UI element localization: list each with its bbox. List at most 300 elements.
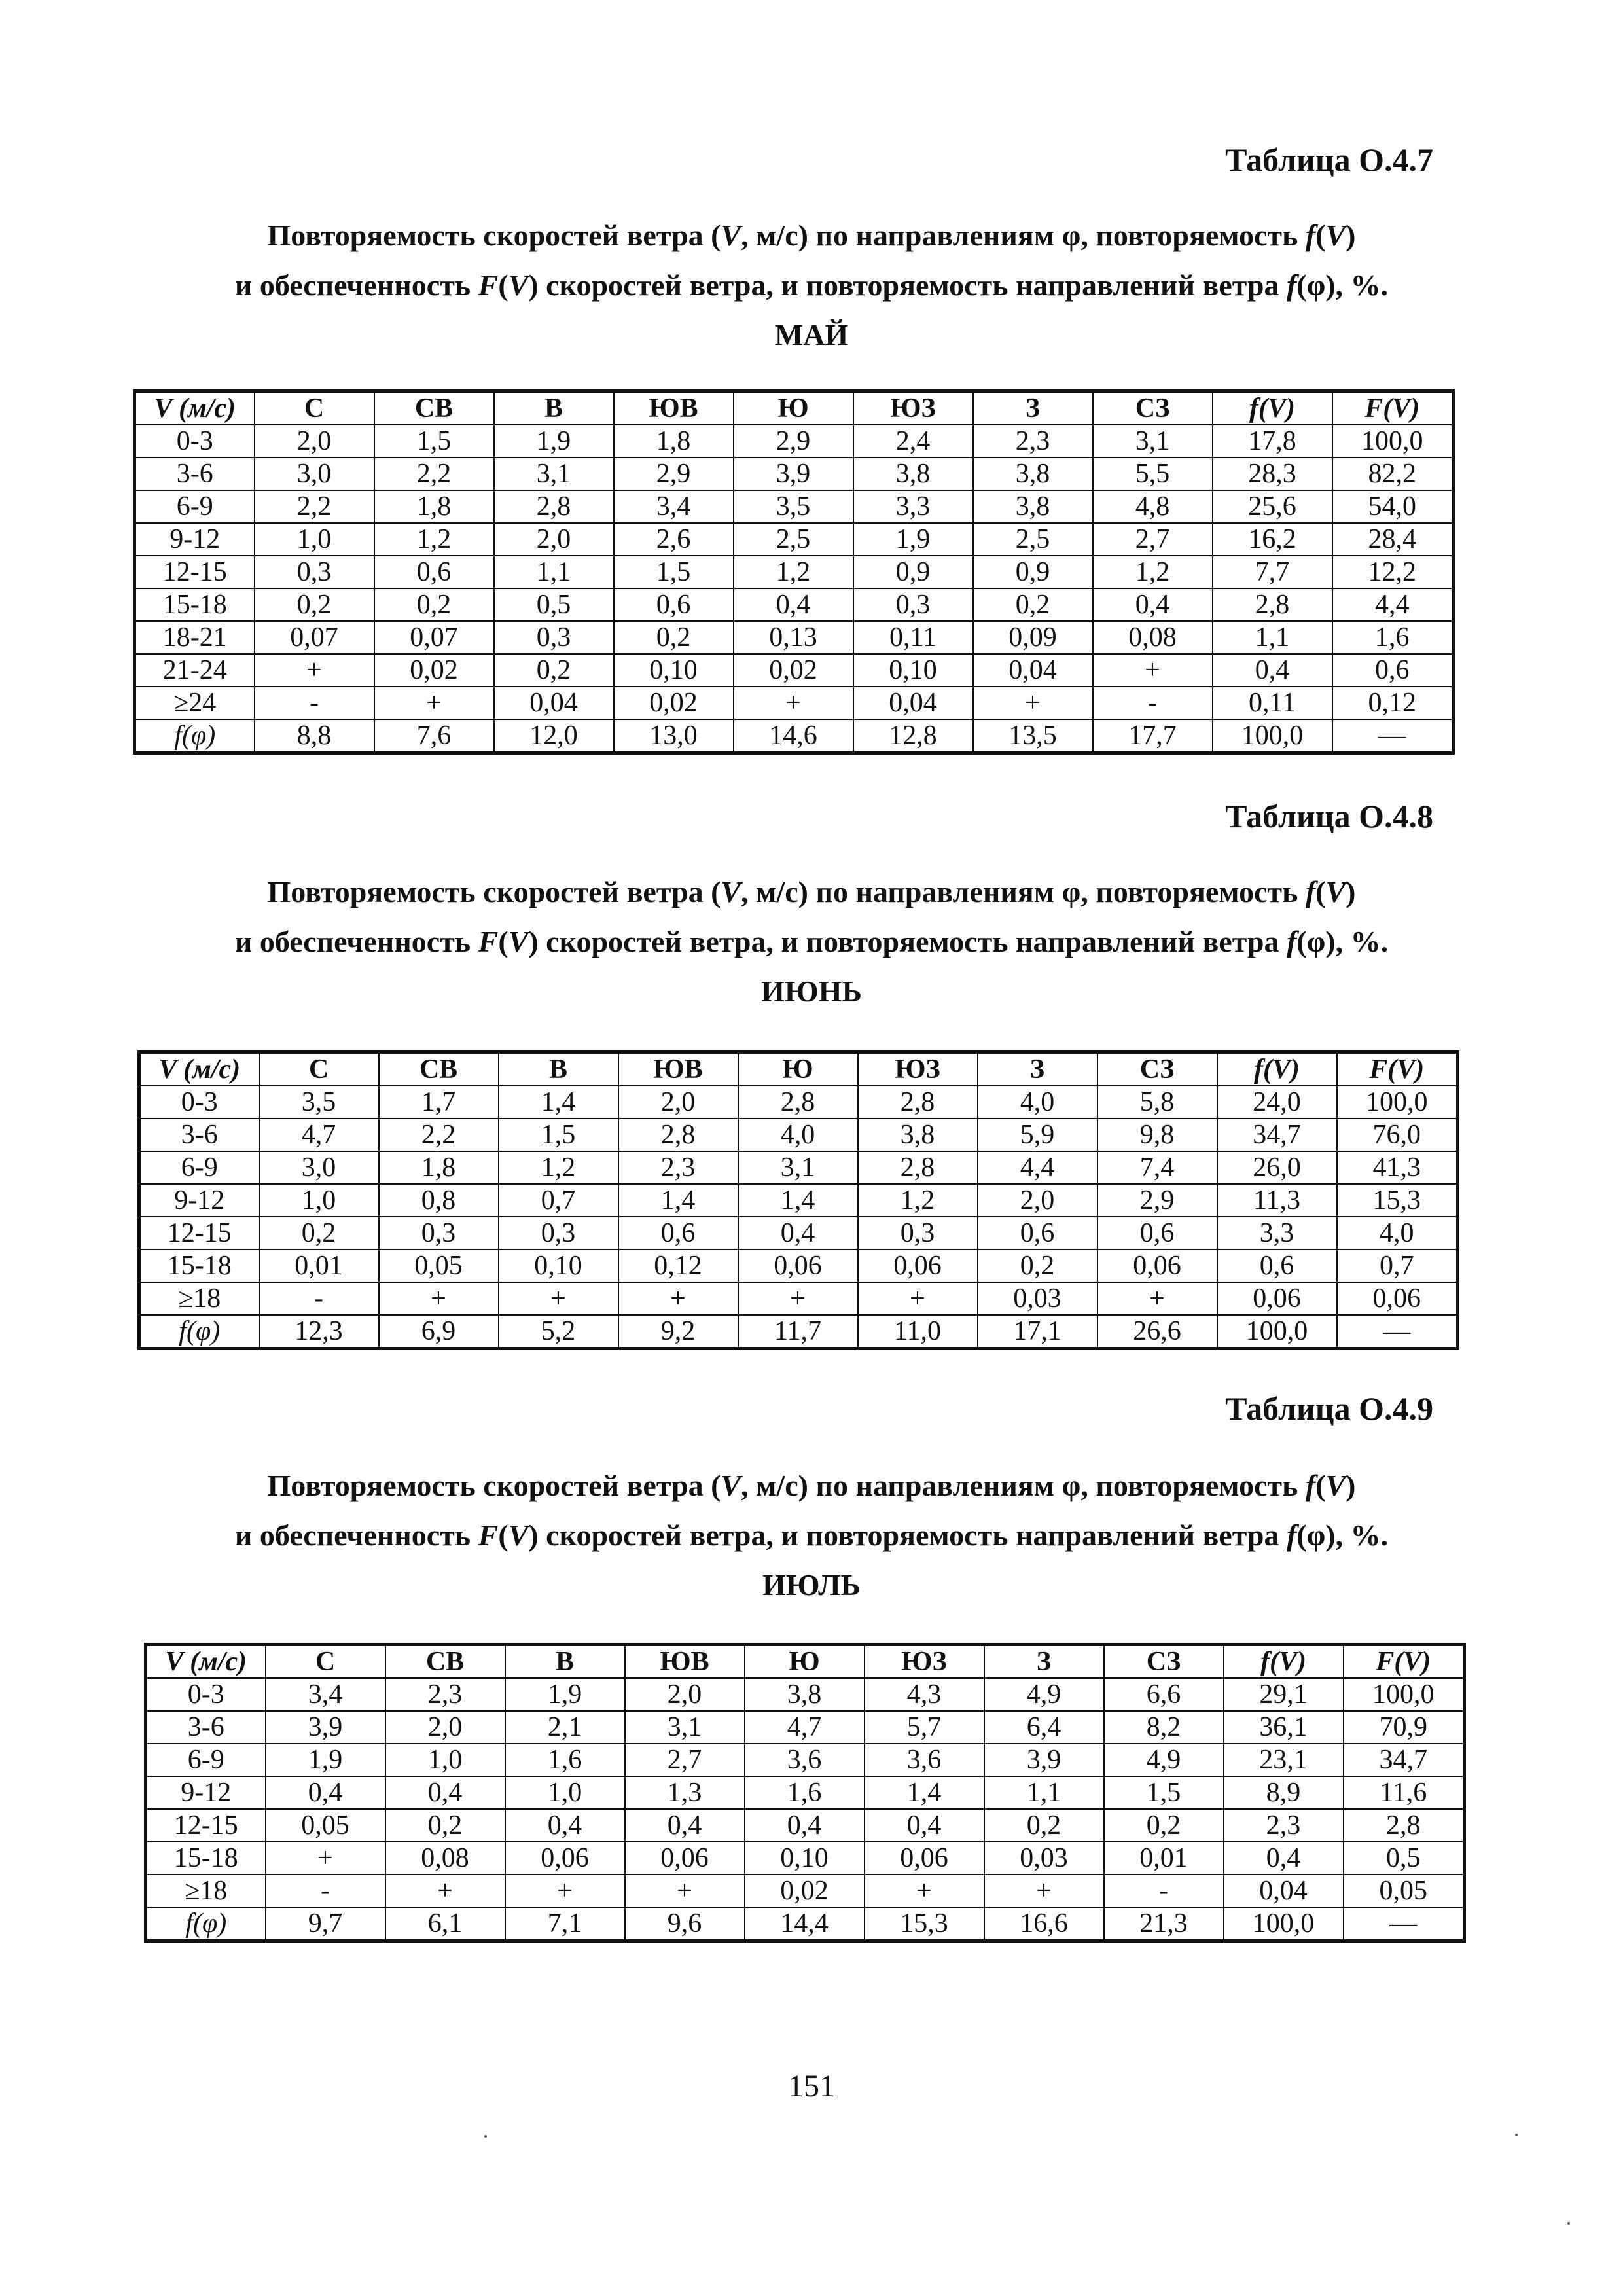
column-header: СВ bbox=[385, 1645, 505, 1679]
column-header: В bbox=[505, 1645, 625, 1679]
table-cell: 1,9 bbox=[853, 523, 973, 556]
table-caption bbox=[0, 867, 1623, 1016]
table-cell: 0,6 bbox=[978, 1217, 1097, 1249]
wind-table-may bbox=[133, 389, 1455, 755]
column-header: Ю bbox=[738, 1052, 858, 1086]
total-row bbox=[139, 1315, 1458, 1349]
table-cell: + bbox=[505, 1874, 625, 1907]
column-header: ЮВ bbox=[614, 391, 734, 425]
table-row bbox=[135, 523, 1454, 556]
table-cell: 1,0 bbox=[505, 1776, 625, 1809]
column-header: Ю bbox=[745, 1645, 865, 1679]
column-header: С bbox=[255, 391, 374, 425]
caption-line-2: и обеспеченность F(V) скоростей ветра, и повторяемость направлений ветра f(φ), %. bbox=[234, 1518, 1389, 1552]
table-row bbox=[139, 1151, 1458, 1184]
table-cell: 2,0 bbox=[494, 523, 614, 556]
table-cell: + bbox=[625, 1874, 745, 1907]
table-cell: 100,0 bbox=[1337, 1086, 1458, 1119]
table-cell: 0,06 bbox=[738, 1249, 858, 1282]
table-cell: + bbox=[984, 1874, 1104, 1907]
table-cell: 1,6 bbox=[505, 1744, 625, 1776]
table-cell: 2,3 bbox=[1224, 1809, 1344, 1842]
month-title: ИЮНЬ bbox=[761, 975, 862, 1008]
column-header: В bbox=[499, 1052, 618, 1086]
table-cell: 0,08 bbox=[385, 1842, 505, 1874]
table-cell: 0,4 bbox=[625, 1809, 745, 1842]
table-cell: 54,0 bbox=[1332, 490, 1454, 523]
table-row bbox=[135, 457, 1454, 490]
row-label: ≥18 bbox=[146, 1874, 266, 1907]
column-header: СЗ bbox=[1097, 1052, 1217, 1086]
table-row bbox=[139, 1184, 1458, 1217]
table-cell: 0,11 bbox=[1213, 687, 1332, 719]
column-header: З bbox=[984, 1645, 1104, 1679]
table-caption bbox=[0, 211, 1623, 360]
table-cell: 0,2 bbox=[494, 654, 614, 687]
table-cell: 4,4 bbox=[1332, 588, 1454, 621]
table-cell: 2,9 bbox=[734, 425, 853, 457]
table-cell: 3,0 bbox=[255, 457, 374, 490]
table-cell: 2,7 bbox=[1093, 523, 1213, 556]
table-cell: 0,07 bbox=[374, 621, 494, 654]
table-cell: 2,1 bbox=[505, 1711, 625, 1744]
table-cell: 100,0 bbox=[1224, 1907, 1344, 1941]
table-cell: 0,6 bbox=[374, 556, 494, 588]
table-cell: 1,6 bbox=[1332, 621, 1454, 654]
table-cell: + bbox=[1097, 1282, 1217, 1315]
table-cell: 2,0 bbox=[978, 1184, 1097, 1217]
table-cell: 0,05 bbox=[1344, 1874, 1465, 1907]
column-header: F(V) bbox=[1332, 391, 1454, 425]
table-cell: 0,3 bbox=[853, 588, 973, 621]
table-cell: 15,3 bbox=[865, 1907, 984, 1941]
table-number: Таблица О.4.8 bbox=[1225, 798, 1433, 834]
table-cell: 11,3 bbox=[1217, 1184, 1337, 1217]
table-cell: + bbox=[734, 687, 853, 719]
table-cell: 3,6 bbox=[745, 1744, 865, 1776]
row-label: 3-6 bbox=[135, 457, 255, 490]
caption-line-1: Повторяемость скоростей ветра (V, м/с) по направлениям φ, повторяемость f(V) bbox=[267, 219, 1356, 252]
table-cell: 2,0 bbox=[255, 425, 374, 457]
table-cell: + bbox=[618, 1282, 738, 1315]
table-cell: 2,2 bbox=[379, 1119, 499, 1151]
column-header: ЮЗ bbox=[853, 391, 973, 425]
table-cell: 24,0 bbox=[1217, 1086, 1337, 1119]
row-label: ≥18 bbox=[139, 1282, 259, 1315]
table-cell: 11,6 bbox=[1344, 1776, 1465, 1809]
table-cell: 0,04 bbox=[1224, 1874, 1344, 1907]
table-cell: 100,0 bbox=[1332, 425, 1454, 457]
caption-line-2: и обеспеченность F(V) скоростей ветра, и повторяемость направлений ветра f(φ), %. bbox=[234, 925, 1389, 958]
column-header: F(V) bbox=[1337, 1052, 1458, 1086]
column-header: f(V) bbox=[1213, 391, 1332, 425]
table-row bbox=[139, 1217, 1458, 1249]
row-label: 3-6 bbox=[139, 1119, 259, 1151]
table-cell: 4,7 bbox=[745, 1711, 865, 1744]
table-cell: 0,4 bbox=[865, 1809, 984, 1842]
table-cell: 3,0 bbox=[259, 1151, 379, 1184]
table-cell: 6,9 bbox=[379, 1315, 499, 1349]
caption-line-2: и обеспеченность F(V) скоростей ветра, и повторяемость направлений ветра f(φ), %. bbox=[234, 268, 1389, 302]
table-cell: 82,2 bbox=[1332, 457, 1454, 490]
column-header: СВ bbox=[374, 391, 494, 425]
table-cell: 25,6 bbox=[1213, 490, 1332, 523]
table-cell: 3,1 bbox=[738, 1151, 858, 1184]
table-cell: - bbox=[1093, 687, 1213, 719]
table-row bbox=[146, 1776, 1465, 1809]
table-cell: 3,8 bbox=[853, 457, 973, 490]
table-cell: 0,3 bbox=[379, 1217, 499, 1249]
table-cell: 0,04 bbox=[973, 654, 1093, 687]
table-cell: 0,4 bbox=[266, 1776, 385, 1809]
row-label: 0-3 bbox=[146, 1678, 266, 1711]
table-cell: 0,2 bbox=[978, 1249, 1097, 1282]
table-row bbox=[139, 1249, 1458, 1282]
table-cell: 2,9 bbox=[614, 457, 734, 490]
table-cell: — bbox=[1332, 719, 1454, 753]
table-cell: 2,3 bbox=[973, 425, 1093, 457]
table-cell: 0,03 bbox=[984, 1842, 1104, 1874]
table-cell: + bbox=[374, 687, 494, 719]
table-cell: 26,6 bbox=[1097, 1315, 1217, 1349]
table-cell: 0,6 bbox=[1332, 654, 1454, 687]
table-cell: 5,7 bbox=[865, 1711, 984, 1744]
table-cell: 1,2 bbox=[1093, 556, 1213, 588]
table-cell: 1,5 bbox=[374, 425, 494, 457]
table-cell: 5,2 bbox=[499, 1315, 618, 1349]
row-label: 6-9 bbox=[146, 1744, 266, 1776]
column-header: З bbox=[978, 1052, 1097, 1086]
table-cell: 0,6 bbox=[1217, 1249, 1337, 1282]
table-cell: + bbox=[973, 687, 1093, 719]
row-label: 6-9 bbox=[135, 490, 255, 523]
table-row bbox=[146, 1678, 1465, 1711]
table-cell: 2,9 bbox=[1097, 1184, 1217, 1217]
table-cell: 100,0 bbox=[1344, 1678, 1465, 1711]
table-cell: 17,8 bbox=[1213, 425, 1332, 457]
table-cell: + bbox=[266, 1842, 385, 1874]
row-label: 15-18 bbox=[139, 1249, 259, 1282]
total-row bbox=[146, 1907, 1465, 1941]
table-cell: 3,1 bbox=[494, 457, 614, 490]
table-cell: 0,06 bbox=[505, 1842, 625, 1874]
row-label: 0-3 bbox=[139, 1086, 259, 1119]
row-label: 12-15 bbox=[139, 1217, 259, 1249]
column-header: f(V) bbox=[1224, 1645, 1344, 1679]
table-cell: 8,9 bbox=[1224, 1776, 1344, 1809]
table-cell: 4,9 bbox=[984, 1678, 1104, 1711]
table-cell: 9,2 bbox=[618, 1315, 738, 1349]
row-label: 12-15 bbox=[135, 556, 255, 588]
table-cell: 0,05 bbox=[379, 1249, 499, 1282]
column-header: V (м/с) bbox=[146, 1645, 266, 1679]
table-row bbox=[146, 1874, 1465, 1907]
table-cell: 13,0 bbox=[614, 719, 734, 753]
table-cell: 15,3 bbox=[1337, 1184, 1458, 1217]
table-row bbox=[146, 1842, 1465, 1874]
table-cell: 1,5 bbox=[499, 1119, 618, 1151]
table-cell: 0,02 bbox=[374, 654, 494, 687]
table-cell: 0,3 bbox=[494, 621, 614, 654]
table-cell: 4,9 bbox=[1104, 1744, 1224, 1776]
table-cell: 0,08 bbox=[1093, 621, 1213, 654]
row-label: 0-3 bbox=[135, 425, 255, 457]
table-cell: 0,6 bbox=[1097, 1217, 1217, 1249]
table-cell: + bbox=[499, 1282, 618, 1315]
table-cell: 0,13 bbox=[734, 621, 853, 654]
table-cell: 4,0 bbox=[738, 1119, 858, 1151]
table-cell: 0,05 bbox=[266, 1809, 385, 1842]
table-cell: 9,6 bbox=[625, 1907, 745, 1941]
table-cell: 8,8 bbox=[255, 719, 374, 753]
table-cell: 4,8 bbox=[1093, 490, 1213, 523]
table-cell: 76,0 bbox=[1337, 1119, 1458, 1151]
table-cell: 21,3 bbox=[1104, 1907, 1224, 1941]
table-cell: 70,9 bbox=[1344, 1711, 1465, 1744]
table-cell: 0,11 bbox=[853, 621, 973, 654]
table-cell: 0,6 bbox=[614, 588, 734, 621]
table-row bbox=[146, 1744, 1465, 1776]
table-cell: 3,9 bbox=[734, 457, 853, 490]
table-cell: 1,1 bbox=[494, 556, 614, 588]
table-number: Таблица О.4.7 bbox=[1225, 141, 1433, 178]
table-cell: - bbox=[259, 1282, 379, 1315]
table-cell: 4,0 bbox=[1337, 1217, 1458, 1249]
table-cell: 1,0 bbox=[255, 523, 374, 556]
table-cell: 1,1 bbox=[984, 1776, 1104, 1809]
table-cell: 0,03 bbox=[978, 1282, 1097, 1315]
table-number: Таблица О.4.9 bbox=[1225, 1390, 1433, 1427]
table-cell: 2,0 bbox=[625, 1678, 745, 1711]
table-cell: 0,4 bbox=[738, 1217, 858, 1249]
table-cell: 2,5 bbox=[734, 523, 853, 556]
table-cell: 3,8 bbox=[973, 457, 1093, 490]
table-cell: 1,7 bbox=[379, 1086, 499, 1119]
column-header: f(V) bbox=[1217, 1052, 1337, 1086]
table-cell: 7,7 bbox=[1213, 556, 1332, 588]
month-title: МАЙ bbox=[774, 318, 849, 351]
column-header: С bbox=[266, 1645, 385, 1679]
table-cell: 2,6 bbox=[614, 523, 734, 556]
table-cell: 0,4 bbox=[1093, 588, 1213, 621]
table-cell: 29,1 bbox=[1224, 1678, 1344, 1711]
table-cell: 2,8 bbox=[738, 1086, 858, 1119]
table-cell: 0,9 bbox=[853, 556, 973, 588]
table-cell: 12,8 bbox=[853, 719, 973, 753]
table-row bbox=[135, 556, 1454, 588]
table-cell: 0,06 bbox=[1337, 1282, 1458, 1315]
table-cell: 26,0 bbox=[1217, 1151, 1337, 1184]
table-cell: 13,5 bbox=[973, 719, 1093, 753]
table-cell: 4,7 bbox=[259, 1119, 379, 1151]
table-cell: + bbox=[865, 1874, 984, 1907]
table-cell: 1,9 bbox=[505, 1678, 625, 1711]
table-cell: 0,5 bbox=[494, 588, 614, 621]
table-cell: 1,5 bbox=[614, 556, 734, 588]
table-cell: 0,06 bbox=[1097, 1249, 1217, 1282]
table-cell: 4,3 bbox=[865, 1678, 984, 1711]
row-label: 9-12 bbox=[135, 523, 255, 556]
row-label: 3-6 bbox=[146, 1711, 266, 1744]
table-cell: — bbox=[1344, 1907, 1465, 1941]
table-cell: 0,7 bbox=[1337, 1249, 1458, 1282]
table-row bbox=[135, 425, 1454, 457]
table-cell: 2,0 bbox=[385, 1711, 505, 1744]
table-cell: 1,0 bbox=[259, 1184, 379, 1217]
column-header: ЮВ bbox=[625, 1645, 745, 1679]
column-header: ЮЗ bbox=[865, 1645, 984, 1679]
table-cell: - bbox=[255, 687, 374, 719]
table-cell: 4,4 bbox=[978, 1151, 1097, 1184]
table-cell: 3,8 bbox=[973, 490, 1093, 523]
table-cell: 2,8 bbox=[858, 1086, 978, 1119]
table-cell: 1,6 bbox=[745, 1776, 865, 1809]
table-cell: 0,3 bbox=[255, 556, 374, 588]
table-cell: + bbox=[379, 1282, 499, 1315]
table-cell: 0,12 bbox=[618, 1249, 738, 1282]
table-cell: 1,9 bbox=[494, 425, 614, 457]
table-cell: 0,5 bbox=[1344, 1842, 1465, 1874]
table-cell: 0,02 bbox=[745, 1874, 865, 1907]
table-cell: 1,8 bbox=[379, 1151, 499, 1184]
table-cell: 1,4 bbox=[738, 1184, 858, 1217]
table-cell: 3,3 bbox=[853, 490, 973, 523]
table-cell: — bbox=[1337, 1315, 1458, 1349]
table-cell: 0,09 bbox=[973, 621, 1093, 654]
table-cell: 1,0 bbox=[385, 1744, 505, 1776]
table-cell: 0,9 bbox=[973, 556, 1093, 588]
table-cell: 2,3 bbox=[385, 1678, 505, 1711]
table-cell: 2,5 bbox=[973, 523, 1093, 556]
row-label: 15-18 bbox=[146, 1842, 266, 1874]
table-cell: 0,10 bbox=[853, 654, 973, 687]
table-cell: 0,4 bbox=[745, 1809, 865, 1842]
table-cell: 0,2 bbox=[374, 588, 494, 621]
page-number: 151 bbox=[788, 2069, 835, 2104]
table-cell: 2,8 bbox=[1213, 588, 1332, 621]
table-cell: 0,10 bbox=[614, 654, 734, 687]
table-cell: 3,5 bbox=[259, 1086, 379, 1119]
table-cell: 3,1 bbox=[625, 1711, 745, 1744]
table-cell: 2,4 bbox=[853, 425, 973, 457]
row-label: 12-15 bbox=[146, 1809, 266, 1842]
table-cell: 0,12 bbox=[1332, 687, 1454, 719]
table-cell: 1,2 bbox=[858, 1184, 978, 1217]
table-cell: 2,8 bbox=[858, 1151, 978, 1184]
month-title: ИЮЛЬ bbox=[762, 1568, 861, 1602]
table-cell: 36,1 bbox=[1224, 1711, 1344, 1744]
table-cell: 3,6 bbox=[865, 1744, 984, 1776]
table-cell: 0,7 bbox=[499, 1184, 618, 1217]
table-cell: 3,9 bbox=[984, 1744, 1104, 1776]
table-cell: 14,4 bbox=[745, 1907, 865, 1941]
column-header: V (м/с) bbox=[135, 391, 255, 425]
table-cell: 1,2 bbox=[499, 1151, 618, 1184]
table-cell: 34,7 bbox=[1344, 1744, 1465, 1776]
table-cell: 6,1 bbox=[385, 1907, 505, 1941]
table-cell: 2,3 bbox=[618, 1151, 738, 1184]
table-cell: 100,0 bbox=[1217, 1315, 1337, 1349]
wind-table-july bbox=[144, 1643, 1466, 1943]
caption-line-1: Повторяемость скоростей ветра (V, м/с) по направлениям φ, повторяемость f(V) bbox=[267, 875, 1356, 908]
table-cell: 2,0 bbox=[618, 1086, 738, 1119]
table-cell: 0,4 bbox=[734, 588, 853, 621]
column-header: СВ bbox=[379, 1052, 499, 1086]
table-cell: 12,2 bbox=[1332, 556, 1454, 588]
table-cell: 0,07 bbox=[255, 621, 374, 654]
table-cell: 0,2 bbox=[984, 1809, 1104, 1842]
table-row bbox=[146, 1711, 1465, 1744]
table-cell: 0,04 bbox=[494, 687, 614, 719]
table-row bbox=[135, 588, 1454, 621]
table-cell: 1,9 bbox=[266, 1744, 385, 1776]
table-cell: 3,8 bbox=[858, 1119, 978, 1151]
table-cell: 17,7 bbox=[1093, 719, 1213, 753]
table-cell: 0,8 bbox=[379, 1184, 499, 1217]
table-cell: - bbox=[266, 1874, 385, 1907]
table-cell: 11,0 bbox=[858, 1315, 978, 1349]
row-label: 18-21 bbox=[135, 621, 255, 654]
table-row bbox=[135, 687, 1454, 719]
table-cell: 0,2 bbox=[614, 621, 734, 654]
table-cell: 12,0 bbox=[494, 719, 614, 753]
table-header-row bbox=[139, 1052, 1458, 1086]
table-cell: 0,01 bbox=[259, 1249, 379, 1282]
table-cell: 0,2 bbox=[385, 1809, 505, 1842]
table-cell: 41,3 bbox=[1337, 1151, 1458, 1184]
table-cell: 0,2 bbox=[973, 588, 1093, 621]
table-cell: 0,10 bbox=[745, 1842, 865, 1874]
table-cell: 28,3 bbox=[1213, 457, 1332, 490]
table-cell: 8,2 bbox=[1104, 1711, 1224, 1744]
table-cell: 0,4 bbox=[1224, 1842, 1344, 1874]
row-label: 9-12 bbox=[139, 1184, 259, 1217]
row-label: 6-9 bbox=[139, 1151, 259, 1184]
table-cell: 0,06 bbox=[865, 1842, 984, 1874]
total-row bbox=[135, 719, 1454, 753]
column-header: С bbox=[259, 1052, 379, 1086]
table-cell: 11,7 bbox=[738, 1315, 858, 1349]
table-cell: 9,8 bbox=[1097, 1119, 1217, 1151]
table-cell: + bbox=[385, 1874, 505, 1907]
table-cell: 14,6 bbox=[734, 719, 853, 753]
table-cell: 0,6 bbox=[618, 1217, 738, 1249]
table-header-row bbox=[146, 1645, 1465, 1679]
table-cell: 1,4 bbox=[499, 1086, 618, 1119]
table-cell: 7,1 bbox=[505, 1907, 625, 1941]
table-cell: 23,1 bbox=[1224, 1744, 1344, 1776]
table-cell: 0,4 bbox=[505, 1809, 625, 1842]
table-cell: 2,2 bbox=[374, 457, 494, 490]
table-cell: 2,7 bbox=[625, 1744, 745, 1776]
table-row bbox=[135, 490, 1454, 523]
table-cell: 1,1 bbox=[1213, 621, 1332, 654]
column-header: F(V) bbox=[1344, 1645, 1465, 1679]
table-cell: 1,8 bbox=[614, 425, 734, 457]
table-cell: 0,4 bbox=[1213, 654, 1332, 687]
table-cell: 3,1 bbox=[1093, 425, 1213, 457]
caption-line-1: Повторяемость скоростей ветра (V, м/с) по направлениям φ, повторяемость f(V) bbox=[267, 1469, 1356, 1502]
table-cell: + bbox=[738, 1282, 858, 1315]
table-cell: 12,3 bbox=[259, 1315, 379, 1349]
scan-speck bbox=[1515, 2134, 1518, 2136]
table-caption bbox=[0, 1461, 1623, 1610]
table-cell: 1,4 bbox=[865, 1776, 984, 1809]
table-cell: 5,8 bbox=[1097, 1086, 1217, 1119]
table-cell: 17,1 bbox=[978, 1315, 1097, 1349]
table-cell: 5,9 bbox=[978, 1119, 1097, 1151]
table-cell: 3,8 bbox=[745, 1678, 865, 1711]
